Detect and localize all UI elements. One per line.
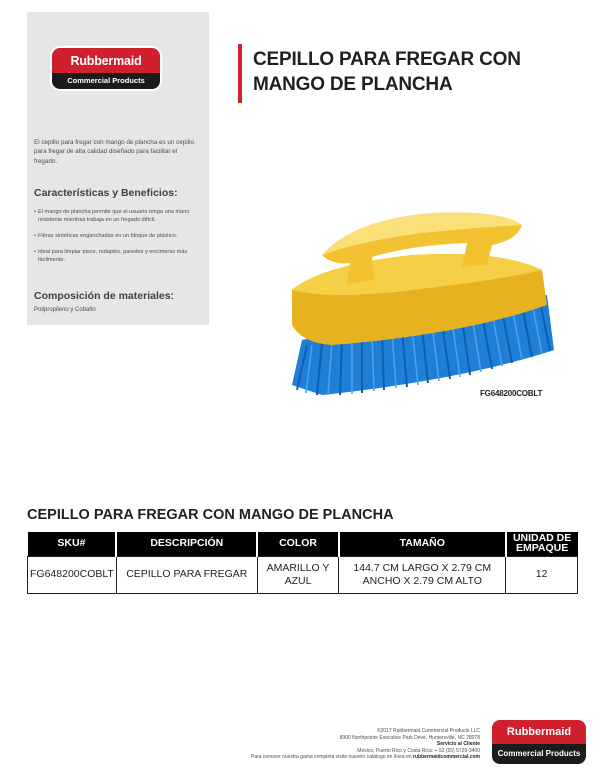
intro-text: El cepillo para fregar con mango de plancha es un cepillo para fregar de alta calidad diseñado para facilitar el fregado. [34,139,194,165]
title-accent-bar [238,44,242,103]
header-pack-unit: UNIDAD DE EMPAQUE [506,532,578,556]
footer-logo-name: Rubbermaid [492,720,586,744]
image-sku-caption: FG648200COBLT [480,389,543,398]
feature-item: • Fibras sintéticas enganchadas en un bloque de plástico. [34,232,192,240]
header-size: TAMAÑO [339,532,506,556]
header-color: COLOR [257,532,339,556]
cell-pack-unit: 12 [506,556,578,593]
table-title-bold: CEPILLO PARA FREGAR [27,507,199,523]
header-description: DESCRIPCIÓN [116,532,257,556]
brand-logo-division: Commercial Products [52,73,160,89]
table-title-rest: CON MANGO DE PLANCHA [198,507,394,523]
table-header-row [28,532,578,556]
feature-item: • Ideal para limpiar pisos, rodapiés, paredes y encimeras más fácilmente. [34,248,192,264]
table-title [27,507,394,523]
footer-catalog-text: Para conocer nuestra gama completa visite nuestro catálogo en línea en [250,754,414,761]
brand-logo-name: Rubbermaid [52,48,160,73]
cell-size: 144.7 CM LARGO X 2.79 CM ANCHO X 2.79 CM ALTO [339,556,506,593]
table-row [28,556,578,593]
footer-brand-logo [492,720,586,764]
cell-description: CEPILLO PARA FREGAR [116,556,257,593]
feature-item: • El mango de plancha permite que el usuario tenga una mano resistente mientras trabaja en un fregado difícil. [34,208,192,224]
header-sku: SKU# [28,532,117,556]
brand-logo [52,48,160,89]
footer-info [190,728,480,761]
page-title: CEPILLO PARA FREGAR CON MANGO DE PLANCHA [253,49,521,95]
footer-logo-division: Commercial Products [492,744,586,764]
cell-color: AMARILLO Y AZUL [257,556,339,593]
spec-table [27,532,578,594]
footer-copyright: ©2017 Rubbermaid Commercial Products LLC [376,728,480,734]
cell-sku: FG648200COBLT [28,556,117,593]
footer-service-line: México, Puerto Rico y Costa Rica: + 52 (55) 5729-3400 [357,747,480,754]
footer-service-label: Servicio al Cliente [436,741,480,748]
materials-heading: Composición de materiales: [34,290,175,302]
footer-website-link[interactable]: rubbermaidcommercial.com [413,754,480,761]
features-list [34,208,192,273]
materials-text: Polipropileno y Cobalto [34,307,96,313]
footer-address: 8900 Northpointe Executive Park Drive, Huntersville, NC 28078 [339,734,480,741]
product-image [262,195,562,405]
features-heading: Características y Beneficios: [34,187,178,199]
